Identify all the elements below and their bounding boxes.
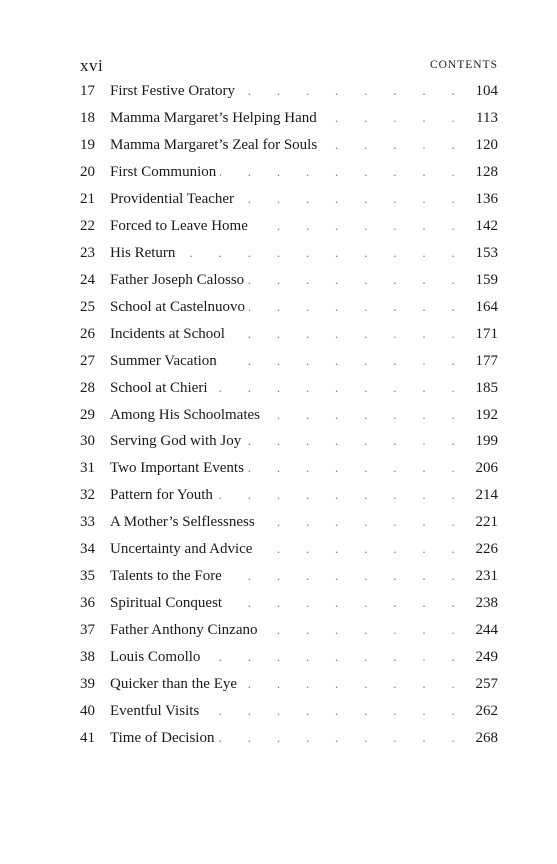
dot-leader (229, 324, 466, 344)
chapter-number: 22 (80, 218, 95, 235)
chapter-page-number: 214 (466, 485, 498, 505)
dot-leader (226, 566, 466, 586)
chapter-page-number: 142 (466, 216, 498, 236)
chapter-title: Serving God with Joy (110, 431, 245, 451)
dot-leader (220, 162, 466, 182)
dot-leader (321, 108, 466, 128)
toc-entry (80, 670, 498, 697)
chapter-title: Pattern for Youth (110, 485, 217, 505)
chapter-number: 27 (80, 352, 95, 369)
toc-entry (80, 482, 498, 509)
running-head (80, 56, 498, 76)
dot-leader (249, 297, 466, 317)
chapter-page-number: 268 (466, 728, 498, 748)
chapter-number: 30 (80, 433, 95, 450)
chapter-number: 23 (80, 244, 95, 261)
chapter-page-number: 171 (466, 324, 498, 344)
chapter-page-number: 177 (466, 351, 498, 371)
chapter-title: Father Anthony Cinzano (110, 620, 261, 640)
chapter-title: First Festive Oratory (110, 81, 239, 101)
toc-entry (80, 105, 498, 132)
dot-leader (239, 81, 466, 101)
dot-leader (248, 270, 466, 290)
dot-leader (261, 620, 466, 640)
chapter-page-number: 257 (466, 674, 498, 694)
toc-entry (80, 266, 498, 293)
toc-entry (80, 159, 498, 186)
toc-entry (80, 724, 498, 751)
toc-entry (80, 213, 498, 240)
chapter-number: 26 (80, 325, 95, 342)
chapter-number: 37 (80, 621, 95, 638)
chapter-title: Incidents at School (110, 324, 229, 344)
chapter-page-number: 226 (466, 539, 498, 559)
toc-entry (80, 643, 498, 670)
chapter-number: 36 (80, 594, 95, 611)
table-of-contents (80, 78, 498, 751)
chapter-title: Uncertainty and Advice (110, 539, 256, 559)
chapter-number: 39 (80, 675, 95, 692)
chapter-title: Summer Vacation (110, 351, 221, 371)
toc-entry (80, 563, 498, 590)
chapter-number: 21 (80, 191, 95, 208)
chapter-page-number: 199 (466, 431, 498, 451)
toc-entry (80, 347, 498, 374)
dot-leader (221, 351, 466, 371)
dot-leader (248, 458, 466, 478)
chapter-page-number: 120 (466, 135, 498, 155)
dot-leader (217, 485, 466, 505)
chapter-page-number: 185 (466, 378, 498, 398)
chapter-title: Louis Comollo (110, 647, 204, 667)
chapter-title: Father Joseph Calosso (110, 270, 248, 290)
page-folio: xvi (80, 56, 104, 75)
dot-leader (256, 539, 466, 559)
toc-entry (80, 428, 498, 455)
dot-leader (212, 378, 467, 398)
chapter-title: Quicker than the Eye (110, 674, 241, 694)
dot-leader (204, 647, 466, 667)
dot-leader (259, 512, 466, 532)
chapter-number: 33 (80, 514, 95, 531)
toc-entry (80, 509, 498, 536)
dot-leader (179, 243, 466, 263)
chapter-number: 19 (80, 137, 95, 154)
toc-entry (80, 293, 498, 320)
dot-leader (238, 189, 466, 209)
chapter-page-number: 231 (466, 566, 498, 586)
toc-entry (80, 401, 498, 428)
chapter-title: School at Castelnuovo (110, 297, 249, 317)
chapter-number: 18 (80, 110, 95, 127)
chapter-number: 32 (80, 487, 95, 504)
chapter-number: 29 (80, 406, 95, 423)
toc-entry (80, 132, 498, 159)
chapter-number: 35 (80, 568, 95, 585)
toc-entry (80, 186, 498, 213)
dot-leader (252, 216, 466, 236)
chapter-number: 20 (80, 164, 95, 181)
chapter-page-number: 249 (466, 647, 498, 667)
toc-entry (80, 320, 498, 347)
chapter-page-number: 136 (466, 189, 498, 209)
chapter-page-number: 192 (466, 405, 498, 425)
toc-entry (80, 590, 498, 617)
toc-entry (80, 78, 498, 105)
chapter-title: Two Important Events (110, 458, 248, 478)
dot-leader (226, 593, 466, 613)
toc-entry (80, 374, 498, 401)
running-head-title: CONTENTS (429, 59, 498, 71)
chapter-page-number: 238 (466, 593, 498, 613)
chapter-page-number: 153 (466, 243, 498, 263)
toc-entry (80, 240, 498, 267)
chapter-title: School at Chieri (110, 378, 212, 398)
toc-entry (80, 455, 498, 482)
chapter-title: Spiritual Conquest (110, 593, 226, 613)
toc-entry (80, 536, 498, 563)
chapter-title: Mamma Margaret’s Helping Hand (110, 108, 321, 128)
dot-leader (218, 728, 466, 748)
chapter-number: 17 (80, 83, 95, 100)
chapter-title: Mamma Margaret’s Zeal for Souls (110, 135, 321, 155)
chapter-number: 41 (80, 729, 95, 746)
dot-leader (241, 674, 466, 694)
chapter-title: Providential Teacher (110, 189, 238, 209)
chapter-number: 25 (80, 298, 95, 315)
chapter-title: Time of Decision (110, 728, 218, 748)
chapter-page-number: 113 (466, 108, 498, 128)
chapter-number: 34 (80, 541, 95, 558)
chapter-title: First Communion (110, 162, 220, 182)
chapter-title: Eventful Visits (110, 701, 203, 721)
dot-leader (203, 701, 466, 721)
chapter-page-number: 128 (466, 162, 498, 182)
chapter-title: His Return (110, 243, 179, 263)
chapter-page-number: 206 (466, 458, 498, 478)
chapter-page-number: 262 (466, 701, 498, 721)
chapter-page-number: 159 (466, 270, 498, 290)
chapter-number: 40 (80, 702, 95, 719)
chapter-page-number: 164 (466, 297, 498, 317)
chapter-page-number: 244 (466, 620, 498, 640)
chapter-title: Talents to the Fore (110, 566, 226, 586)
dot-leader (264, 405, 466, 425)
chapter-number: 24 (80, 271, 95, 288)
chapter-number: 38 (80, 648, 95, 665)
toc-entry (80, 616, 498, 643)
chapter-title: A Mother’s Selflessness (110, 512, 259, 532)
toc-entry (80, 697, 498, 724)
chapter-title: Among His Schoolmates (110, 405, 264, 425)
dot-leader (245, 431, 466, 451)
chapter-number: 28 (80, 379, 95, 396)
dot-leader (321, 135, 466, 155)
chapter-number: 31 (80, 460, 95, 477)
chapter-page-number: 104 (466, 81, 498, 101)
chapter-page-number: 221 (466, 512, 498, 532)
chapter-title: Forced to Leave Home (110, 216, 252, 236)
